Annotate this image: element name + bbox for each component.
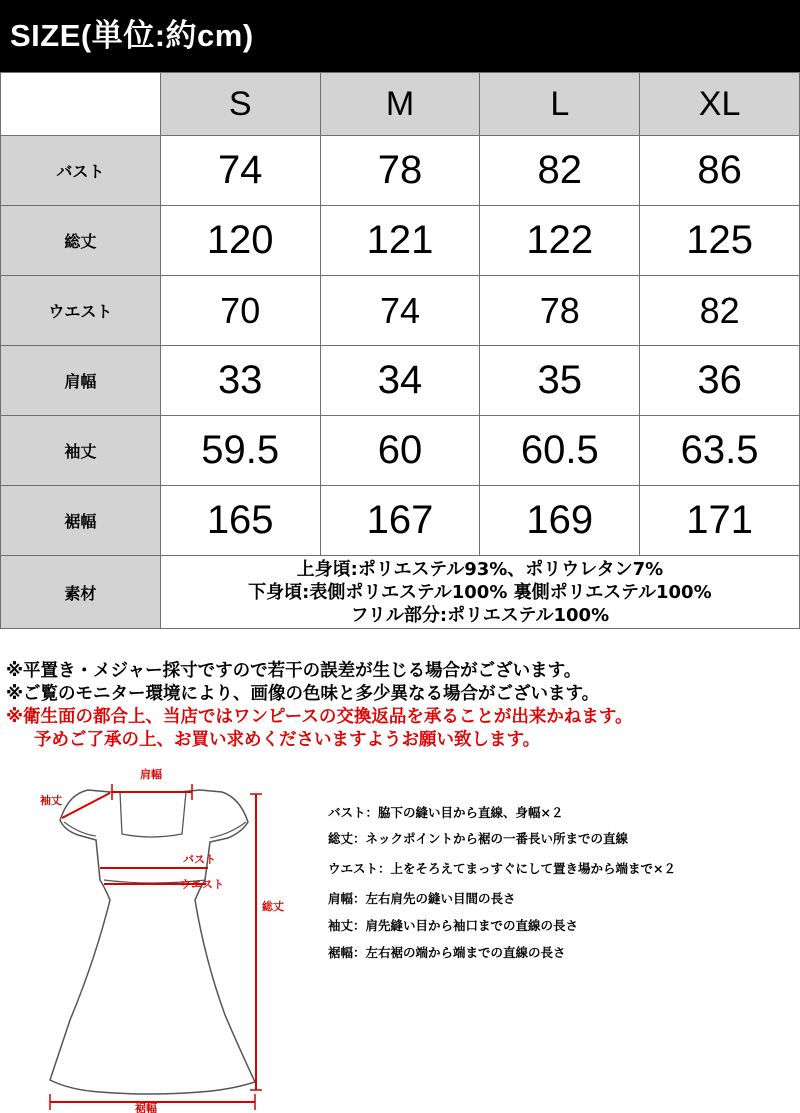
legend-line: 肩幅：左右肩先の縫い目間の長さ	[328, 891, 516, 906]
table-cell: 60.5	[480, 416, 640, 486]
row-label: 素材	[1, 556, 161, 629]
table-cell: 122	[480, 206, 640, 276]
table-cell: 35	[480, 346, 640, 416]
dress-outline	[50, 790, 255, 1094]
table-cell: 33	[160, 346, 320, 416]
size-col-xl: XL	[640, 73, 800, 136]
bust-label: バスト	[183, 853, 216, 866]
legend-line: バスト：脇下の縫い目から直線、身幅×２	[328, 805, 564, 820]
table-cell: 59.5	[160, 416, 320, 486]
row-label: ウエスト	[1, 276, 161, 346]
shoulder-label: 肩幅	[140, 768, 162, 781]
size-header: SIZE(単位:約cm)	[0, 0, 800, 72]
table-cell: 78	[320, 136, 480, 206]
row-label: バスト	[1, 136, 161, 206]
hem-label: 裾幅	[135, 1102, 157, 1113]
table-row	[1, 276, 800, 346]
dress-diagram	[0, 760, 310, 1113]
waist-label: ウエスト	[180, 878, 224, 891]
table-row	[1, 416, 800, 486]
table-cell: 78	[480, 276, 640, 346]
note-line: ※ご覧のモニター環境により、画像の色味と多少異なる場合がございます。	[6, 684, 600, 704]
material-line: フリル部分:ポリエステル100%	[350, 604, 610, 626]
table-row	[1, 206, 800, 276]
row-label: 肩幅	[1, 346, 161, 416]
table-cell: 74	[160, 136, 320, 206]
size-col-m: M	[320, 73, 480, 136]
row-label: 袖丈	[1, 416, 161, 486]
note-line-warning: 予めご了承の上、お買い求めくださいますようお願い致します。	[34, 730, 541, 750]
legend-line: ウエスト：上をそろえてまっすぐにして置き場から端まで×２	[328, 861, 676, 876]
legend-line: 袖丈：肩先縫い目から袖口までの直線の長さ	[328, 918, 579, 933]
legend-line: 総丈：ネックポイントから裾の一番長い所までの直線	[328, 831, 629, 846]
material-line: 上身頃:ポリエステル93%、ポリウレタン7%	[296, 558, 664, 580]
row-label: 裾幅	[1, 486, 161, 556]
table-row	[1, 346, 800, 416]
note-line: ※平置き・メジャー採寸ですので若干の誤差が生じる場合がございます。	[6, 661, 582, 681]
size-table	[0, 72, 800, 629]
material-line: 下身頃:表側ポリエステル100% 裏側ポリエステル100%	[248, 581, 712, 603]
notes-block	[6, 660, 633, 752]
table-cell: 120	[160, 206, 320, 276]
note-line-warning: ※衛生面の都合上、当店ではワンピースの交換返品を承ることが出来かねます。	[6, 707, 633, 727]
table-cell: 34	[320, 346, 480, 416]
material-row	[1, 556, 800, 629]
table-cell: 125	[640, 206, 800, 276]
length-label: 総丈	[262, 900, 284, 913]
table-row	[1, 136, 800, 206]
sleeve-label: 袖丈	[40, 794, 62, 807]
table-cell: 70	[160, 276, 320, 346]
size-col-l: L	[480, 73, 640, 136]
corner-cell	[1, 73, 161, 136]
table-cell: 165	[160, 486, 320, 556]
legend-line: 裾幅：左右裾の端から端までの直線の長さ	[328, 945, 566, 960]
table-cell: 82	[480, 136, 640, 206]
table-cell: 63.5	[640, 416, 800, 486]
material-cell	[160, 556, 799, 629]
table-row	[1, 486, 800, 556]
table-cell: 86	[640, 136, 800, 206]
table-cell: 171	[640, 486, 800, 556]
table-cell: 121	[320, 206, 480, 276]
table-cell: 36	[640, 346, 800, 416]
table-cell: 167	[320, 486, 480, 556]
table-cell: 60	[320, 416, 480, 486]
row-label: 総丈	[1, 206, 161, 276]
size-col-s: S	[160, 73, 320, 136]
table-header-row	[1, 73, 800, 136]
table-cell: 74	[320, 276, 480, 346]
table-cell: 169	[480, 486, 640, 556]
table-cell: 82	[640, 276, 800, 346]
